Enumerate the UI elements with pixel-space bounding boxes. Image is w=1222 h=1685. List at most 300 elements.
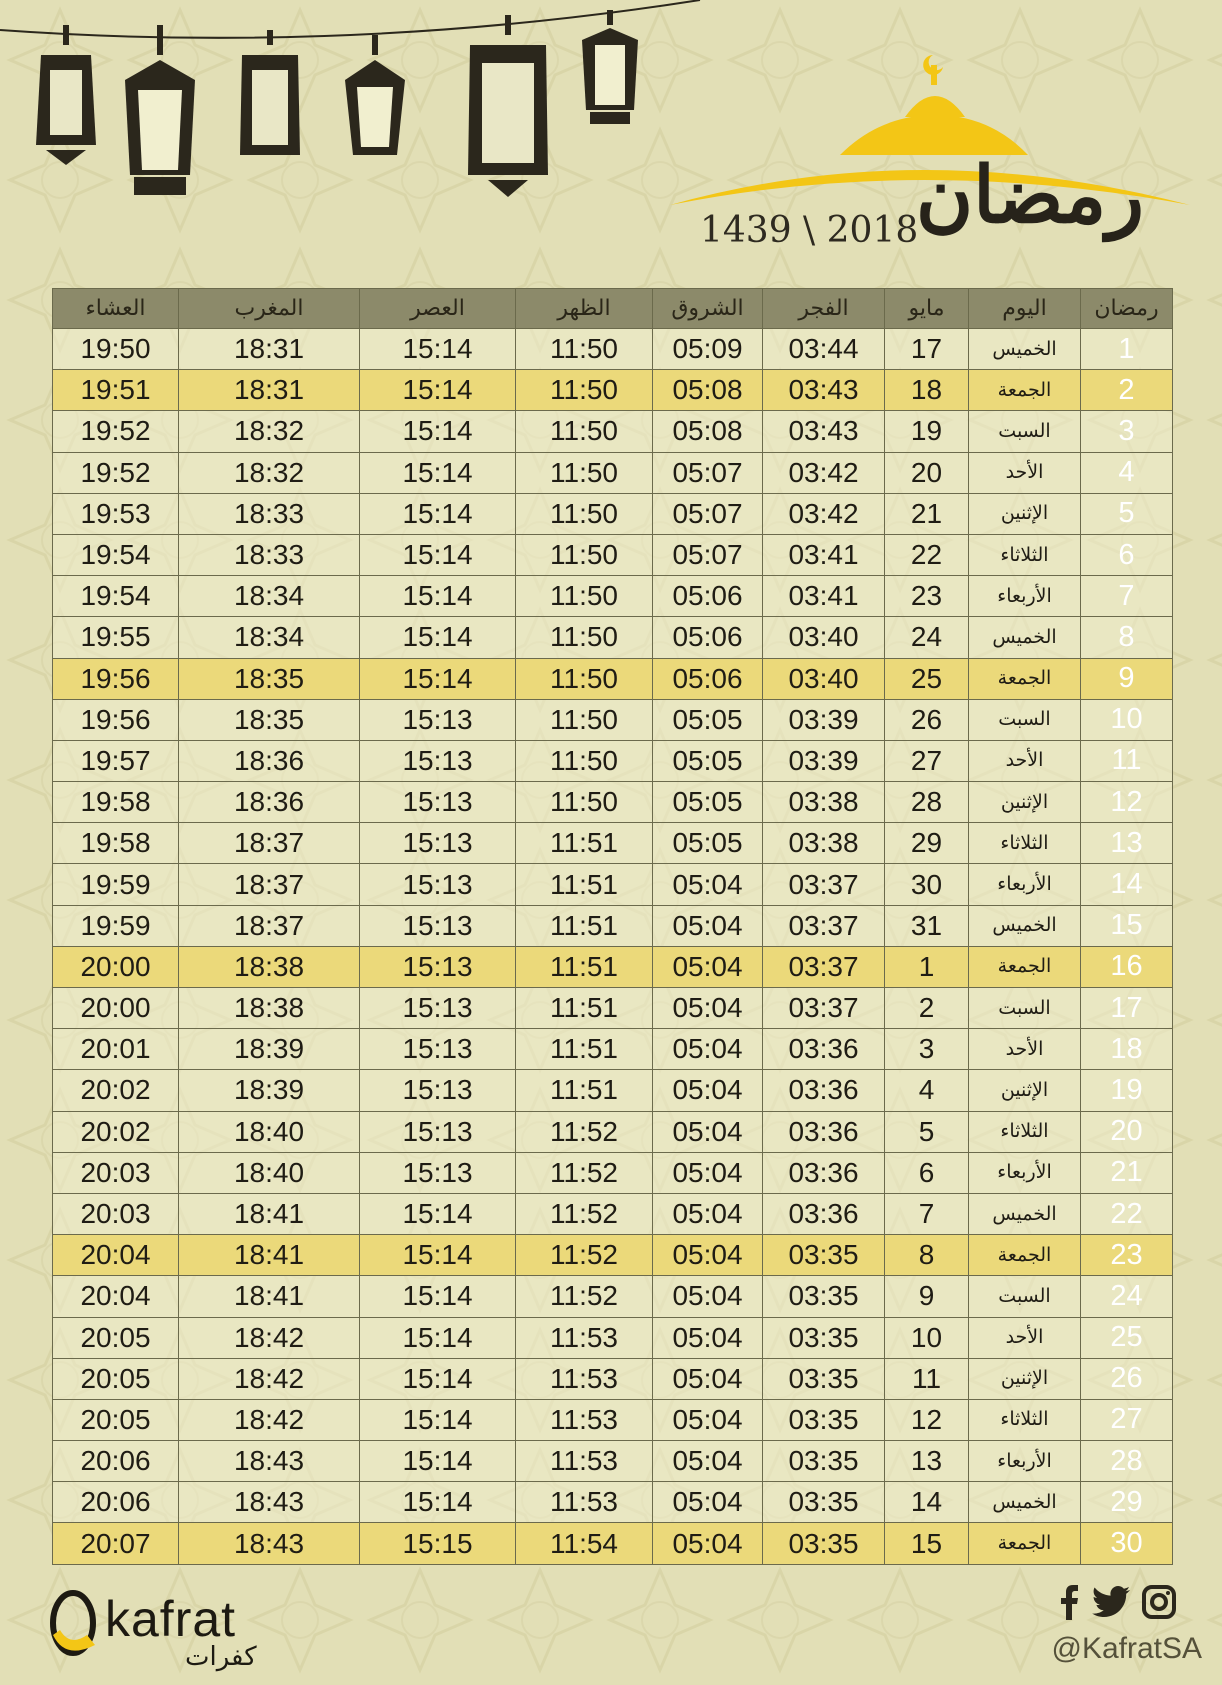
cell-asr: 15:14 [360,493,516,534]
table-row [53,1441,1173,1482]
table-row [53,1358,1173,1399]
cell-ramadan: 12 [1081,782,1173,823]
cell-asr: 15:14 [360,1193,516,1234]
cell-dhuhr: 11:53 [516,1317,653,1358]
cell-day: الأربعاء [969,1152,1081,1193]
cell-dhuhr: 11:54 [516,1523,653,1564]
cell-shuruq: 05:04 [653,946,763,987]
cell-ramadan: 16 [1081,946,1173,987]
cell-asr: 15:14 [360,411,516,452]
title-year: 1439 \ 2018 [700,210,919,251]
cell-day: الخميس [969,905,1081,946]
cell-ramadan: 4 [1081,452,1173,493]
cell-dhuhr: 11:50 [516,370,653,411]
cell-day: الأربعاء [969,1441,1081,1482]
cell-asr: 15:14 [360,1482,516,1523]
cell-maghrib: 18:41 [179,1193,360,1234]
cell-ramadan: 13 [1081,823,1173,864]
cell-fajr: 03:42 [763,452,885,493]
cell-ramadan: 2 [1081,370,1173,411]
cell-may-date: 3 [885,1029,969,1070]
cell-may-date: 12 [885,1399,969,1440]
cell-ramadan: 18 [1081,1029,1173,1070]
cell-maghrib: 18:35 [179,658,360,699]
cell-maghrib: 18:34 [179,576,360,617]
twitter-icon[interactable] [1092,1586,1130,1622]
cell-dhuhr: 11:52 [516,1193,653,1234]
cell-asr: 15:13 [360,699,516,740]
cell-asr: 15:13 [360,905,516,946]
header-maghrib: المغرب [179,289,360,329]
cell-isha: 19:50 [53,329,179,370]
cell-may-date: 9 [885,1276,969,1317]
cell-dhuhr: 11:50 [516,411,653,452]
cell-ramadan: 10 [1081,699,1173,740]
cell-maghrib: 18:37 [179,864,360,905]
cell-asr: 15:14 [360,1235,516,1276]
brand-name-arabic: كفرات [185,1642,257,1672]
cell-shuruq: 05:04 [653,1193,763,1234]
cell-shuruq: 05:04 [653,1482,763,1523]
cell-maghrib: 18:40 [179,1111,360,1152]
cell-shuruq: 05:05 [653,782,763,823]
cell-ramadan: 9 [1081,658,1173,699]
cell-shuruq: 05:04 [653,1152,763,1193]
cell-shuruq: 05:04 [653,1235,763,1276]
cell-ramadan: 29 [1081,1482,1173,1523]
cell-day: الخميس [969,329,1081,370]
table-header-row [53,289,1173,329]
cell-isha: 20:03 [53,1193,179,1234]
cell-shuruq: 05:08 [653,411,763,452]
social-links [1058,1582,1198,1626]
cell-may-date: 21 [885,493,969,534]
cell-asr: 15:13 [360,1070,516,1111]
cell-isha: 20:05 [53,1317,179,1358]
cell-may-date: 5 [885,1111,969,1152]
cell-fajr: 03:36 [763,1193,885,1234]
cell-may-date: 29 [885,823,969,864]
cell-day: الأحد [969,452,1081,493]
cell-ramadan: 7 [1081,576,1173,617]
cell-may-date: 19 [885,411,969,452]
cell-maghrib: 18:39 [179,1070,360,1111]
cell-maghrib: 18:42 [179,1358,360,1399]
table-row [53,617,1173,658]
table-row [53,1070,1173,1111]
cell-fajr: 03:41 [763,534,885,575]
cell-dhuhr: 11:52 [516,1235,653,1276]
cell-fajr: 03:35 [763,1276,885,1317]
cell-maghrib: 18:43 [179,1482,360,1523]
cell-dhuhr: 11:53 [516,1441,653,1482]
cell-maghrib: 18:40 [179,1152,360,1193]
cell-day: الأحد [969,740,1081,781]
cell-dhuhr: 11:52 [516,1111,653,1152]
cell-ramadan: 8 [1081,617,1173,658]
cell-isha: 20:00 [53,946,179,987]
cell-fajr: 03:35 [763,1482,885,1523]
cell-maghrib: 18:36 [179,740,360,781]
cell-ramadan: 19 [1081,1070,1173,1111]
cell-may-date: 11 [885,1358,969,1399]
cell-asr: 15:13 [360,740,516,781]
cell-fajr: 03:36 [763,1111,885,1152]
cell-fajr: 03:37 [763,905,885,946]
cell-isha: 20:04 [53,1235,179,1276]
table-row [53,1399,1173,1440]
cell-maghrib: 18:33 [179,493,360,534]
cell-may-date: 13 [885,1441,969,1482]
cell-shuruq: 05:07 [653,452,763,493]
cell-maghrib: 18:34 [179,617,360,658]
cell-may-date: 6 [885,1152,969,1193]
cell-day: الجمعة [969,946,1081,987]
cell-isha: 19:57 [53,740,179,781]
cell-fajr: 03:39 [763,699,885,740]
table-row [53,452,1173,493]
cell-may-date: 31 [885,905,969,946]
cell-dhuhr: 11:52 [516,1152,653,1193]
cell-asr: 15:14 [360,1358,516,1399]
cell-fajr: 03:39 [763,740,885,781]
cell-ramadan: 14 [1081,864,1173,905]
cell-shuruq: 05:06 [653,576,763,617]
cell-shuruq: 05:05 [653,699,763,740]
table-row [53,1111,1173,1152]
cell-ramadan: 26 [1081,1358,1173,1399]
cell-may-date: 7 [885,1193,969,1234]
cell-asr: 15:14 [360,1441,516,1482]
cell-day: الخميس [969,1193,1081,1234]
cell-day: الإثنين [969,493,1081,534]
cell-dhuhr: 11:50 [516,329,653,370]
cell-isha: 20:05 [53,1358,179,1399]
cell-maghrib: 18:31 [179,370,360,411]
table-row-friday [53,946,1173,987]
cell-shuruq: 05:04 [653,1111,763,1152]
table-row-friday [53,1235,1173,1276]
cell-asr: 15:14 [360,370,516,411]
table-row [53,1276,1173,1317]
cell-isha: 20:07 [53,1523,179,1564]
table-row [53,411,1173,452]
cell-shuruq: 05:04 [653,1070,763,1111]
cell-maghrib: 18:43 [179,1441,360,1482]
cell-day: الثلاثاء [969,534,1081,575]
cell-maghrib: 18:37 [179,823,360,864]
cell-maghrib: 18:33 [179,534,360,575]
cell-fajr: 03:41 [763,576,885,617]
cell-isha: 20:00 [53,988,179,1029]
cell-fajr: 03:42 [763,493,885,534]
cell-ramadan: 22 [1081,1193,1173,1234]
cell-ramadan: 30 [1081,1523,1173,1564]
cell-isha: 19:51 [53,370,179,411]
cell-may-date: 2 [885,988,969,1029]
cell-may-date: 23 [885,576,969,617]
cell-fajr: 03:35 [763,1358,885,1399]
header-shuruq: الشروق [653,289,763,329]
cell-isha: 19:54 [53,576,179,617]
cell-isha: 20:01 [53,1029,179,1070]
cell-fajr: 03:43 [763,370,885,411]
cell-shuruq: 05:04 [653,1317,763,1358]
cell-day: الجمعة [969,658,1081,699]
cell-isha: 20:03 [53,1152,179,1193]
cell-fajr: 03:37 [763,988,885,1029]
instagram-icon[interactable] [1142,1585,1176,1623]
cell-fajr: 03:35 [763,1399,885,1440]
table-row-friday [53,1523,1173,1564]
table-row-friday [53,658,1173,699]
facebook-icon[interactable] [1058,1584,1080,1624]
cell-may-date: 26 [885,699,969,740]
cell-asr: 15:14 [360,1399,516,1440]
cell-dhuhr: 11:50 [516,782,653,823]
cell-fajr: 03:40 [763,617,885,658]
table-row [53,1482,1173,1523]
cell-isha: 20:06 [53,1441,179,1482]
cell-may-date: 24 [885,617,969,658]
header-may: مايو [885,289,969,329]
cell-may-date: 22 [885,534,969,575]
cell-isha: 20:04 [53,1276,179,1317]
cell-maghrib: 18:39 [179,1029,360,1070]
cell-asr: 15:14 [360,576,516,617]
cell-asr: 15:15 [360,1523,516,1564]
cell-asr: 15:14 [360,658,516,699]
cell-dhuhr: 11:53 [516,1358,653,1399]
cell-isha: 19:52 [53,411,179,452]
cell-day: الخميس [969,617,1081,658]
cell-fajr: 03:37 [763,864,885,905]
cell-ramadan: 23 [1081,1235,1173,1276]
cell-dhuhr: 11:51 [516,946,653,987]
cell-ramadan: 6 [1081,534,1173,575]
table-row [53,823,1173,864]
cell-ramadan: 15 [1081,905,1173,946]
table-row [53,782,1173,823]
cell-asr: 15:13 [360,946,516,987]
cell-isha: 19:54 [53,534,179,575]
cell-day: الثلاثاء [969,1399,1081,1440]
table-row [53,699,1173,740]
cell-day: الأربعاء [969,864,1081,905]
cell-may-date: 1 [885,946,969,987]
cell-ramadan: 1 [1081,329,1173,370]
cell-ramadan: 5 [1081,493,1173,534]
lanterns-decoration [0,0,720,215]
social-handle: @KafratSA [1051,1632,1202,1665]
cell-day: الأحد [969,1317,1081,1358]
cell-fajr: 03:37 [763,946,885,987]
cell-ramadan: 21 [1081,1152,1173,1193]
cell-fajr: 03:40 [763,658,885,699]
table-row [53,864,1173,905]
table-row-friday [53,370,1173,411]
cell-asr: 15:13 [360,988,516,1029]
cell-maghrib: 18:42 [179,1317,360,1358]
cell-may-date: 28 [885,782,969,823]
cell-dhuhr: 11:50 [516,452,653,493]
cell-ramadan: 28 [1081,1441,1173,1482]
cell-day: الأربعاء [969,576,1081,617]
cell-ramadan: 20 [1081,1111,1173,1152]
cell-asr: 15:14 [360,617,516,658]
cell-maghrib: 18:36 [179,782,360,823]
table-row [53,493,1173,534]
cell-asr: 15:13 [360,1029,516,1070]
cell-day: الإثنين [969,1070,1081,1111]
cell-day: الجمعة [969,1235,1081,1276]
cell-fajr: 03:43 [763,411,885,452]
cell-maghrib: 18:35 [179,699,360,740]
cell-isha: 19:56 [53,699,179,740]
table-row [53,1193,1173,1234]
cell-shuruq: 05:04 [653,1399,763,1440]
prayer-times-table [52,288,1173,1565]
cell-shuruq: 05:04 [653,1441,763,1482]
cell-day: السبت [969,1276,1081,1317]
cell-shuruq: 05:04 [653,864,763,905]
cell-maghrib: 18:41 [179,1235,360,1276]
cell-may-date: 4 [885,1070,969,1111]
cell-fajr: 03:36 [763,1152,885,1193]
header-day: اليوم [969,289,1081,329]
table-body [53,329,1173,1565]
cell-fajr: 03:36 [763,1070,885,1111]
cell-day: الإثنين [969,1358,1081,1399]
cell-maghrib: 18:31 [179,329,360,370]
cell-ramadan: 25 [1081,1317,1173,1358]
cell-may-date: 8 [885,1235,969,1276]
cell-asr: 15:14 [360,452,516,493]
cell-maghrib: 18:38 [179,988,360,1029]
cell-asr: 15:13 [360,1111,516,1152]
cell-dhuhr: 11:51 [516,864,653,905]
cell-dhuhr: 11:51 [516,823,653,864]
table-row [53,1152,1173,1193]
cell-fajr: 03:35 [763,1441,885,1482]
header-asr: العصر [360,289,516,329]
cell-dhuhr: 11:50 [516,534,653,575]
cell-isha: 19:59 [53,864,179,905]
cell-shuruq: 05:09 [653,329,763,370]
cell-day: الخميس [969,1482,1081,1523]
header-ramadan: رمضان [1081,289,1173,329]
cell-isha: 19:58 [53,823,179,864]
cell-isha: 19:59 [53,905,179,946]
table-row [53,329,1173,370]
cell-may-date: 15 [885,1523,969,1564]
cell-shuruq: 05:05 [653,740,763,781]
brand-name: kafrat [105,1591,237,1647]
cell-asr: 15:13 [360,864,516,905]
cell-isha: 19:53 [53,493,179,534]
cell-shuruq: 05:07 [653,534,763,575]
cell-shuruq: 05:04 [653,1029,763,1070]
cell-fajr: 03:38 [763,823,885,864]
cell-may-date: 17 [885,329,969,370]
table-row [53,905,1173,946]
cell-ramadan: 3 [1081,411,1173,452]
cell-dhuhr: 11:51 [516,1070,653,1111]
cell-day: السبت [969,699,1081,740]
cell-may-date: 27 [885,740,969,781]
header-isha: العشاء [53,289,179,329]
cell-isha: 19:55 [53,617,179,658]
cell-dhuhr: 11:51 [516,1029,653,1070]
cell-dhuhr: 11:50 [516,658,653,699]
cell-fajr: 03:35 [763,1317,885,1358]
cell-maghrib: 18:38 [179,946,360,987]
cell-dhuhr: 11:50 [516,617,653,658]
cell-shuruq: 05:04 [653,1523,763,1564]
cell-asr: 15:14 [360,329,516,370]
cell-dhuhr: 11:51 [516,988,653,1029]
cell-day: الثلاثاء [969,1111,1081,1152]
title-calligraphy: رمضان [915,150,1144,241]
cell-day: الجمعة [969,370,1081,411]
cell-dhuhr: 11:53 [516,1482,653,1523]
header-dhuhr: الظهر [516,289,653,329]
cell-dhuhr: 11:50 [516,576,653,617]
cell-dhuhr: 11:53 [516,1399,653,1440]
cell-ramadan: 11 [1081,740,1173,781]
cell-isha: 19:56 [53,658,179,699]
cell-may-date: 10 [885,1317,969,1358]
table-row [53,1317,1173,1358]
cell-dhuhr: 11:52 [516,1276,653,1317]
cell-dhuhr: 11:50 [516,699,653,740]
cell-fajr: 03:35 [763,1235,885,1276]
cell-isha: 20:02 [53,1070,179,1111]
header-fajr: الفجر [763,289,885,329]
cell-isha: 20:06 [53,1482,179,1523]
cell-day: الإثنين [969,782,1081,823]
cell-isha: 19:52 [53,452,179,493]
cell-fajr: 03:35 [763,1523,885,1564]
table-row [53,534,1173,575]
cell-may-date: 14 [885,1482,969,1523]
cell-may-date: 25 [885,658,969,699]
cell-asr: 15:13 [360,782,516,823]
cell-shuruq: 05:04 [653,988,763,1029]
cell-dhuhr: 11:50 [516,740,653,781]
cell-asr: 15:14 [360,534,516,575]
cell-shuruq: 05:05 [653,823,763,864]
cell-fajr: 03:36 [763,1029,885,1070]
cell-maghrib: 18:42 [179,1399,360,1440]
cell-asr: 15:13 [360,1152,516,1193]
table-row [53,1029,1173,1070]
cell-fajr: 03:44 [763,329,885,370]
cell-shuruq: 05:04 [653,1358,763,1399]
cell-shuruq: 05:04 [653,1276,763,1317]
cell-maghrib: 18:32 [179,411,360,452]
cell-day: الثلاثاء [969,823,1081,864]
table-row [53,576,1173,617]
cell-dhuhr: 11:51 [516,905,653,946]
cell-maghrib: 18:41 [179,1276,360,1317]
cell-asr: 15:14 [360,1317,516,1358]
cell-day: السبت [969,988,1081,1029]
cell-shuruq: 05:07 [653,493,763,534]
cell-maghrib: 18:37 [179,905,360,946]
cell-day: السبت [969,411,1081,452]
cell-asr: 15:13 [360,823,516,864]
